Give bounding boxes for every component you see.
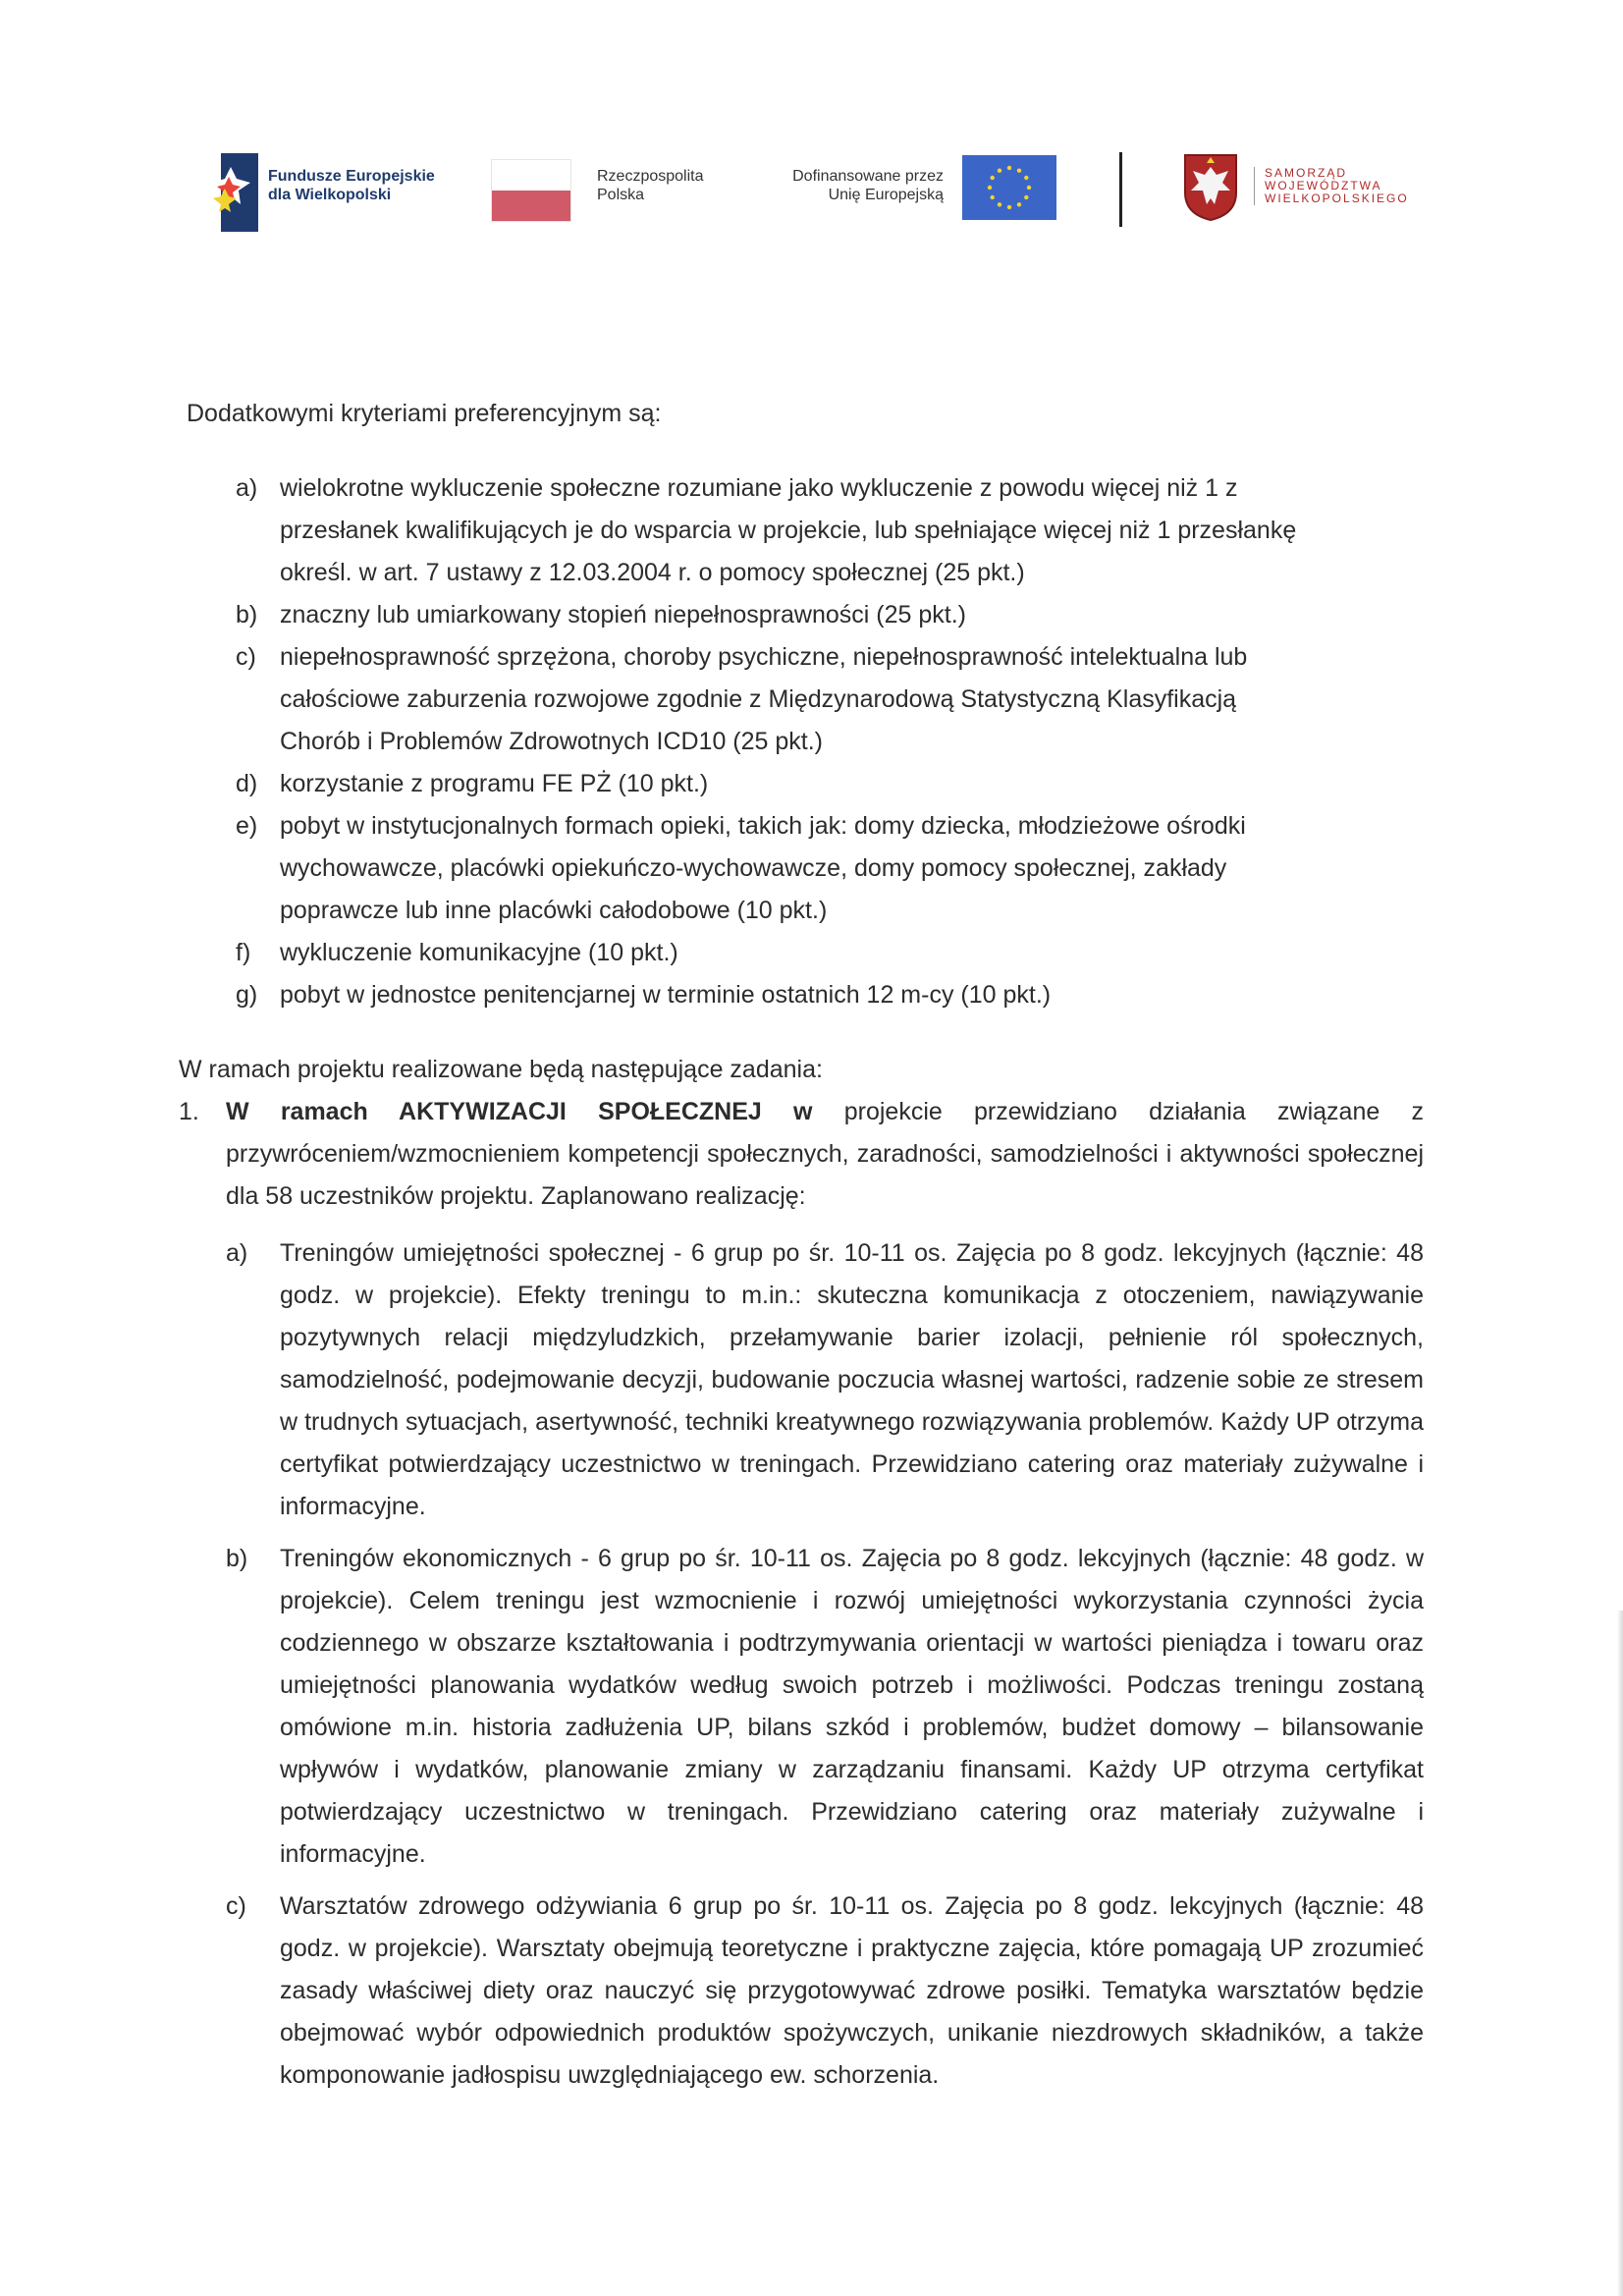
poland-flag-icon — [491, 159, 571, 222]
bold-lead: W ramach AKTYWIZACJI SPOŁECZNEJ — [226, 1098, 762, 1125]
scan-edge-shadow — [1617, 1611, 1623, 2296]
line: całościowe zaburzenia rozwojowe zgodnie z Międzynarodową Statystyczną Klasyfikacją — [280, 685, 1237, 713]
wielkopolska-eagle-crest-icon — [1183, 153, 1238, 222]
eu-line2: Unię Europejską — [828, 187, 944, 203]
list-marker: a) — [226, 1239, 248, 1267]
poland-line2: Polska — [597, 187, 645, 203]
criteria-list — [187, 467, 1424, 1016]
criteria-item — [187, 594, 1424, 636]
line: określ. w art. 7 ustawy z 12.03.2004 r. o pomocy społecznej (25 pkt.) — [280, 559, 1025, 586]
line: pobyt w instytucjonalnych formach opieki, takich jak: domy dziecka, młodzieżowe ośrodki — [280, 812, 1246, 840]
line: poprawcze lub inne placówki całodobowe (10 pkt.) — [280, 897, 828, 924]
list-marker: a) — [236, 474, 258, 502]
poland-label — [597, 167, 704, 204]
criteria-item — [187, 932, 1424, 974]
criteria-intro: Dodatkowymi kryteriami preferencyjnym są: — [187, 400, 662, 427]
criteria-item — [187, 805, 1424, 932]
list-marker: e) — [236, 812, 258, 840]
list-marker: c) — [226, 1892, 246, 1920]
criteria-item — [187, 636, 1424, 763]
funds-eu-line2: dla Wielkopolski — [268, 187, 392, 203]
eu-flag-icon — [962, 155, 1056, 220]
task-subitems — [226, 1232, 1424, 2097]
line: korzystanie z programu FE PŻ (10 pkt.) — [280, 770, 709, 797]
task-subitem — [226, 1538, 1424, 1876]
logo-header — [211, 147, 1419, 246]
task-subitem — [226, 1232, 1424, 1528]
line: wychowawcze, placówki opiekuńczo-wychowawcze, domy pomocy społecznej, zakłady — [280, 854, 1227, 882]
subitem-text: Treningów umiejętności społecznej - 6 grup po śr. 10-11 os. Zajęcia po 8 godz. lekcyjnych (łącznie: 48 godz. w projekcie). Efekty treningu to m.in.: skuteczna komunikacja z otoczeniem, nawiązywanie pozytywnych relacji międzyludzkich, przełamywanie barier izolacji, pełnienie ról społecznych, samodzielność, podejmowanie decyzji, budowanie poczucia własnej wartości, radzenie sobie ze stresem w trudnych sytuacjach, asertywność, techniki kreatywnego rozwiązywania problemów. Każdy UP otrzyma certyfikat potwierdzający uczestnictwo w treningach. Przewidziano catering oraz materiały zużywalne i informacyjne. — [280, 1239, 1424, 1520]
line: pobyt w jednostce penitencjarnej w terminie ostatnich 12 m-cy (10 pkt.) — [280, 981, 1052, 1009]
region-line2: WOJEWÓDZTWA — [1265, 179, 1382, 192]
bold-w: w — [793, 1098, 813, 1125]
list-marker: b) — [236, 601, 258, 629]
line: Chorób i Problemów Zdrowotnych ICD10 (25 pkt.) — [280, 728, 824, 755]
criteria-item — [187, 763, 1424, 805]
task-subitem — [226, 1886, 1424, 2097]
line: znaczny lub umiarkowany stopień niepełnosprawności (25 pkt.) — [280, 601, 966, 629]
task-item-1-text — [179, 1091, 1424, 1218]
region-label — [1254, 167, 1409, 205]
list-marker: g) — [236, 981, 258, 1009]
line: wielokrotne wykluczenie społeczne rozumiane jako wykluczenie z powodu więcej niż 1 z — [280, 474, 1238, 502]
poland-line1: Rzeczpospolita — [597, 168, 704, 185]
list-marker: f) — [236, 939, 251, 966]
criteria-item — [187, 467, 1424, 594]
line: przesłanek kwalifikujących je do wsparcia w projekcie, lub spełniające więcej niż 1 przesłankę — [280, 517, 1297, 544]
subitem-text: Treningów ekonomicznych - 6 grup po śr. 10-11 os. Zajęcia po 8 godz. lekcyjnych (łącznie: 48 godz. w projekcie). Celem treningu jest wzmocnienie i rozwój umiejętności wykorzystania czynności życia codziennego w obszarze kształtowania i podtrzymywania orientacji w wartości pieniądza i towaru oraz umiejętności planowania wydatków według swoich potrzeb i możliwości. Podczas treningu zostaną omówione m.in. historia zadłużenia UP, bilans szkód i problemów, budżet domowy – bilansowanie wpływów i wydatków, planowanie zmiany w zarządzaniu finansami. Każdy UP otrzyma certyfikat potwierdzający uczestnictwo w treningach. Przewidziano catering oraz materiały zużywalne i informacyjne. — [280, 1545, 1424, 1868]
funds-eu-star-flag-icon — [211, 153, 258, 232]
eu-label — [767, 167, 944, 204]
list-marker: c) — [236, 643, 256, 671]
funds-eu-label — [268, 167, 435, 204]
task-item-1 — [179, 1091, 1424, 1218]
tasks-heading: W ramach projektu realizowane będą następujące zadania: — [179, 1056, 823, 1083]
list-marker: 1. — [179, 1098, 199, 1125]
line: niepełnosprawność sprzężona, choroby psychiczne, niepełnosprawność intelektualna lub — [280, 643, 1248, 671]
eu-line1: Dofinansowane przez — [792, 168, 944, 185]
funds-eu-line1: Fundusze Europejskie — [268, 168, 435, 185]
region-line3: WIELKOPOLSKIEGO — [1265, 191, 1409, 205]
criteria-item — [187, 974, 1424, 1016]
header-divider — [1119, 152, 1122, 227]
line: wykluczenie komunikacyjne (10 pkt.) — [280, 939, 678, 966]
subitem-text: Warsztatów zdrowego odżywiania 6 grup po śr. 10-11 os. Zajęcia po 8 godz. lekcyjnych (łącznie: 48 godz. w projekcie). Warsztaty obejmują teoretyczne i praktyczne zajęcia, które pomagają UP zrozumieć zasady właściwej diety oraz nauczyć się przygotowywać zdrowe posiłki. Tematyka warsztatów będzie obejmować wybór odpowiednich produktów spożywczych, unikanie niezdrowych składników, a także komponowanie jadłospisu uwzględniającego ew. schorzenia. — [280, 1892, 1424, 2089]
list-marker: d) — [236, 770, 258, 797]
list-marker: b) — [226, 1545, 248, 1572]
task-text: projekcie przewidziano działania związane z przywróceniem/wzmocnieniem kompetencji społecznych, zaradności, samodzielności i aktywności społecznej dla 58 uczestników projektu. Zaplanowano realizację: — [226, 1098, 1424, 1210]
region-line1: SAMORZĄD — [1265, 166, 1348, 180]
